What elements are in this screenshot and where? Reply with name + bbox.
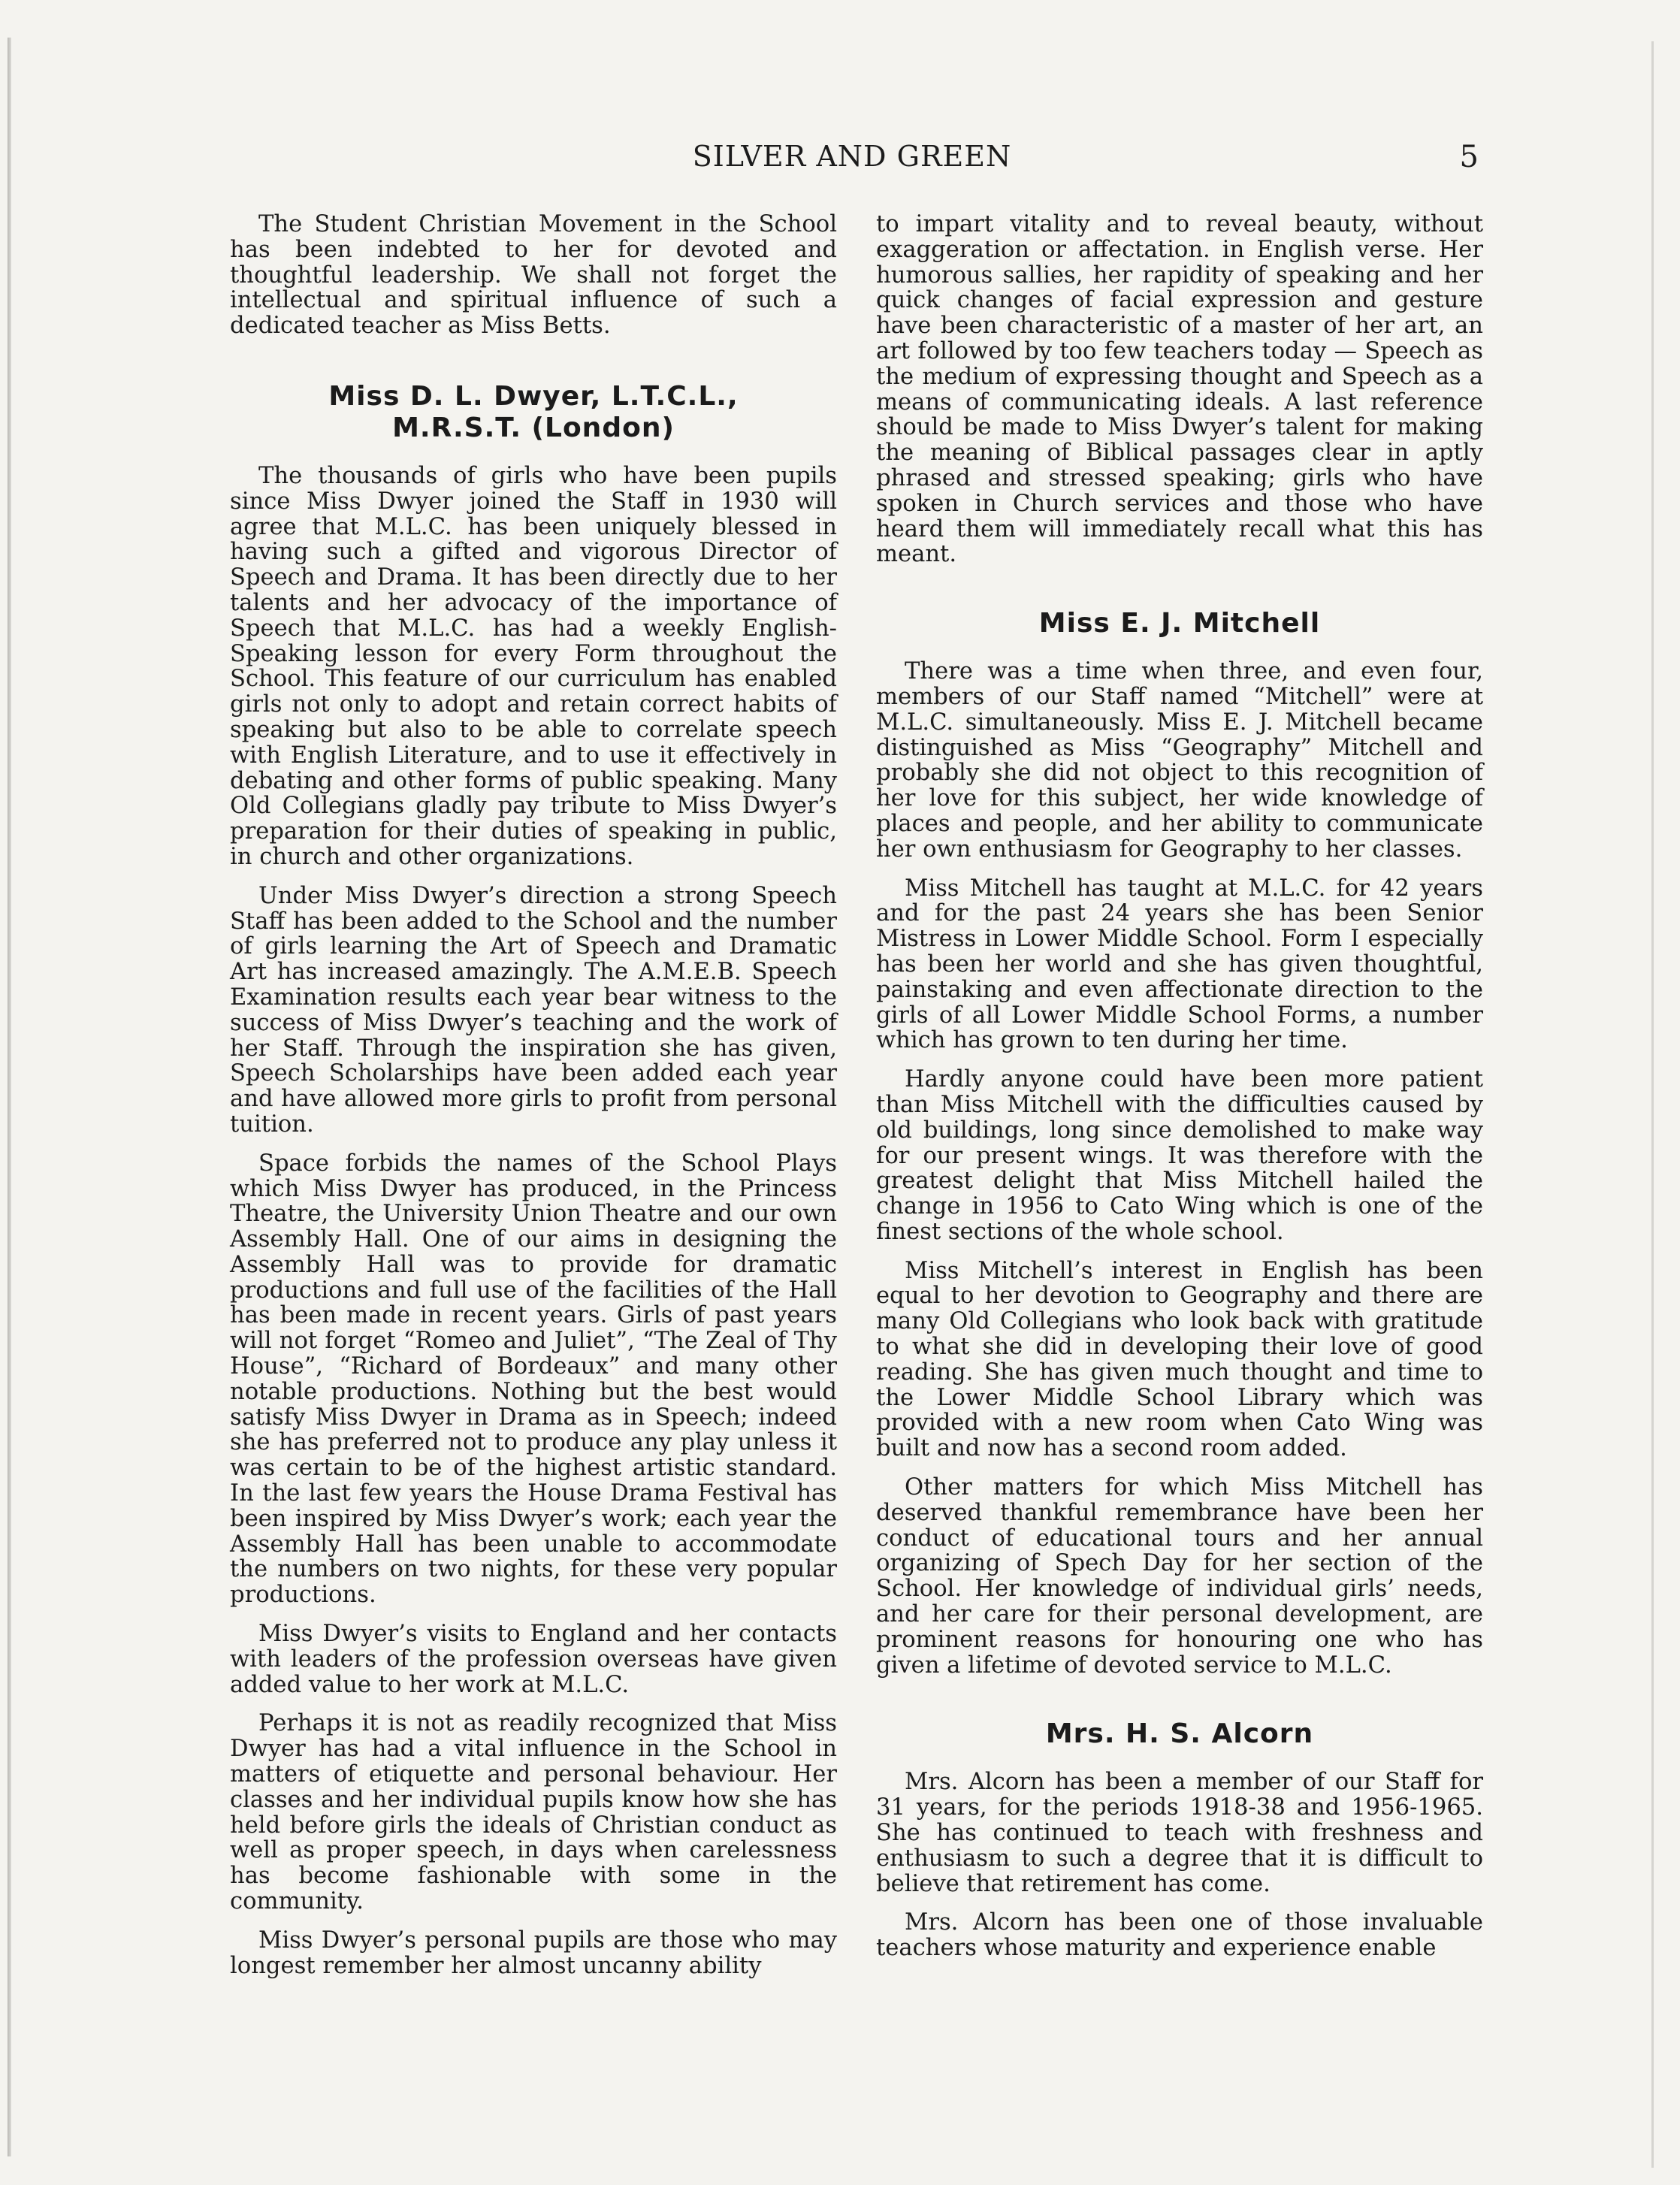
betts-closing-paragraph: The Student Christian Movement in the School has been indebted to her for devoted and thoughtful leadership. We shall not forget the intellectual and spiritual influence of such a dedicated teacher as Miss Betts. bbox=[230, 211, 837, 340]
dwyer-paragraph-6: Miss Dwyer’s personal pupils are those who may longest remember her almost uncanny ability bbox=[230, 1927, 837, 1979]
page-edge-right bbox=[1651, 41, 1654, 2168]
dwyer-heading bbox=[230, 381, 837, 444]
dwyer-heading-line2: M.R.S.T. (London) bbox=[392, 412, 675, 443]
dwyer-paragraph-2: Under Miss Dwyer’s direction a strong Speech Staff has been added to the School and the number of girls learning the Art of Speech and Dramatic Art has increased amazingly. The A.M.E.B. Speech Examination results each year bear witness to the success of Miss Dwyer’s teaching and the work of her Staff. Through the inspiration she has given, Speech Scholarships have been added each year and have allowed more girls to profit from personal tuition. bbox=[230, 882, 837, 1138]
mitchell-paragraph-3: Hardly anyone could have been more patient than Miss Mitchell with the difficulties caused by old buildings, long since demolished to make way for our present wings. It was therefore with the greatest delight that Miss Mitchell hailed the change in 1956 to Cato Wing which is one of the finest sections of the whole school. bbox=[876, 1066, 1483, 1245]
alcorn-paragraph-1: Mrs. Alcorn has been a member of our Staff for 31 years, for the periods 1918-38 and 1956-1965. She has continued to teach with freshness and enthusiasm to such a degree that it is difficult to believe that retirement has come. bbox=[876, 1769, 1483, 1897]
alcorn-paragraph-2: Mrs. Alcorn has been one of those invaluable teachers whose maturity and experience enable bbox=[876, 1909, 1483, 1962]
dwyer-heading-line1: Miss D. L. Dwyer, L.T.C.L., bbox=[328, 380, 739, 412]
left-column bbox=[230, 212, 837, 1978]
mitchell-paragraph-1: There was a time when three, and even four, members of our Staff named “Mitchell” were at M.L.C. simultaneously. Miss E. J. Mitchell became distinguished as Miss “Geography” Mitchell and probably she did not object to this recognition of her love for this subject, her wide knowledge of places and people, and her ability to communicate her own enthusiasm for Geography to her classes. bbox=[876, 658, 1483, 863]
page-edge-left bbox=[8, 38, 11, 2156]
mitchell-heading: Miss E. J. Mitchell bbox=[1038, 608, 1321, 639]
dwyer-paragraph-5: Perhaps it is not as readily recognized that Miss Dwyer has had a vital influence in the School in matters of etiquette and personal behaviour. Her classes and her individual pupils know how she has held before girls the ideals of Christian conduct as well as proper speech, in days when carelessness has become fashionable with some in the community. bbox=[230, 1710, 837, 1915]
dwyer-paragraph-6-continued: to impart vitality and to reveal beauty, without exaggeration or affectation. in English verse. Her humorous sallies, her rapidity of speaking and her quick changes of facial expression and gesture have been characteristic of a master of her art, an art followed by too few teachers today — Speech as the medium of expressing thought and Speech as a means of communicating ideals. A last reference should be made to Miss Dwyer’s talent for making the meaning of Biblical passages clear in aptly phrased and stressed speaking; girls who have spoken in Church services and those who have heard them will immediately recall what this has meant. bbox=[876, 211, 1483, 568]
mitchell-paragraph-5: Other matters for which Miss Mitchell has deserved thankful remembrance have been her conduct of educational tours and her annual organizing of Spech Day for her section of the School. Her knowledge of individual girls’ needs, and her care for their personal development, are prominent reasons for honouring one who has given a lifetime of devoted service to M.L.C. bbox=[876, 1474, 1483, 1679]
right-column bbox=[876, 212, 1483, 1961]
page-number: 5 bbox=[1459, 140, 1479, 174]
mitchell-paragraph-2: Miss Mitchell has taught at M.L.C. for 42 years and for the past 24 years she has been Senior Mistress in Lower Middle School. Form I especially has been her world and she has given thoughtful, painstaking and even affectionate direction to the girls of all Lower Middle School Forms, a number which has grown to ten during her time. bbox=[876, 875, 1483, 1054]
page-header bbox=[225, 140, 1479, 185]
alcorn-heading: Mrs. H. S. Alcorn bbox=[1045, 1718, 1314, 1750]
dwyer-paragraph-4: Miss Dwyer’s visits to England and her contacts with leaders of the profession overseas have given added value to her work at M.L.C. bbox=[230, 1621, 837, 1698]
dwyer-paragraph-1: The thousands of girls who have been pupils since Miss Dwyer joined the Staff in 1930 will agree that M.L.C. has been uniquely blessed in having such a gifted and vigorous Director of Speech and Drama. It has been directly due to her talents and her advocacy of the importance of Speech that M.L.C. has had a weekly English-Speaking lesson for every Form throughout the School. This feature of our curriculum has enabled girls not only to adopt and retain correct habits of speaking but also to be able to correlate speech with English Literature, and to use it effectively in debating and other forms of public speaking. Many Old Collegians gladly pay tribute to Miss Dwyer’s preparation for their duties of speaking in public, in church and other organizations. bbox=[230, 462, 837, 870]
dwyer-paragraph-3: Space forbids the names of the School Plays which Miss Dwyer has produced, in the Princess Theatre, the University Union Theatre and our own Assembly Hall. One of our aims in designing the Assembly Hall was to provide for dramatic productions and full use of the facilities of the Hall has been made in recent years. Girls of past years will not forget “Romeo and Juliet”, “The Zeal of Thy House”, “Richard of Bordeaux” and many other notable productions. Nothing but the best would satisfy Miss Dwyer in Drama as in Speech; indeed she has preferred not to produce any play unless it was certain to be of the highest artistic standard. In the last few years the House Drama Festival has been inspired by Miss Dwyer’s work; each year the Assembly Hall has been unable to accommodate the numbers on two nights, for these very popular productions. bbox=[230, 1150, 837, 1609]
running-title: SILVER AND GREEN bbox=[692, 140, 1012, 173]
mitchell-paragraph-4: Miss Mitchell’s interest in English has been equal to her devotion to Geography and there are many Old Collegians who look back with gratitude to what she did in developing their love of good reading. She has given much thought and time to the Lower Middle School Library which was provided with a new room when Cato Wing was built and now has a second room added. bbox=[876, 1257, 1483, 1462]
